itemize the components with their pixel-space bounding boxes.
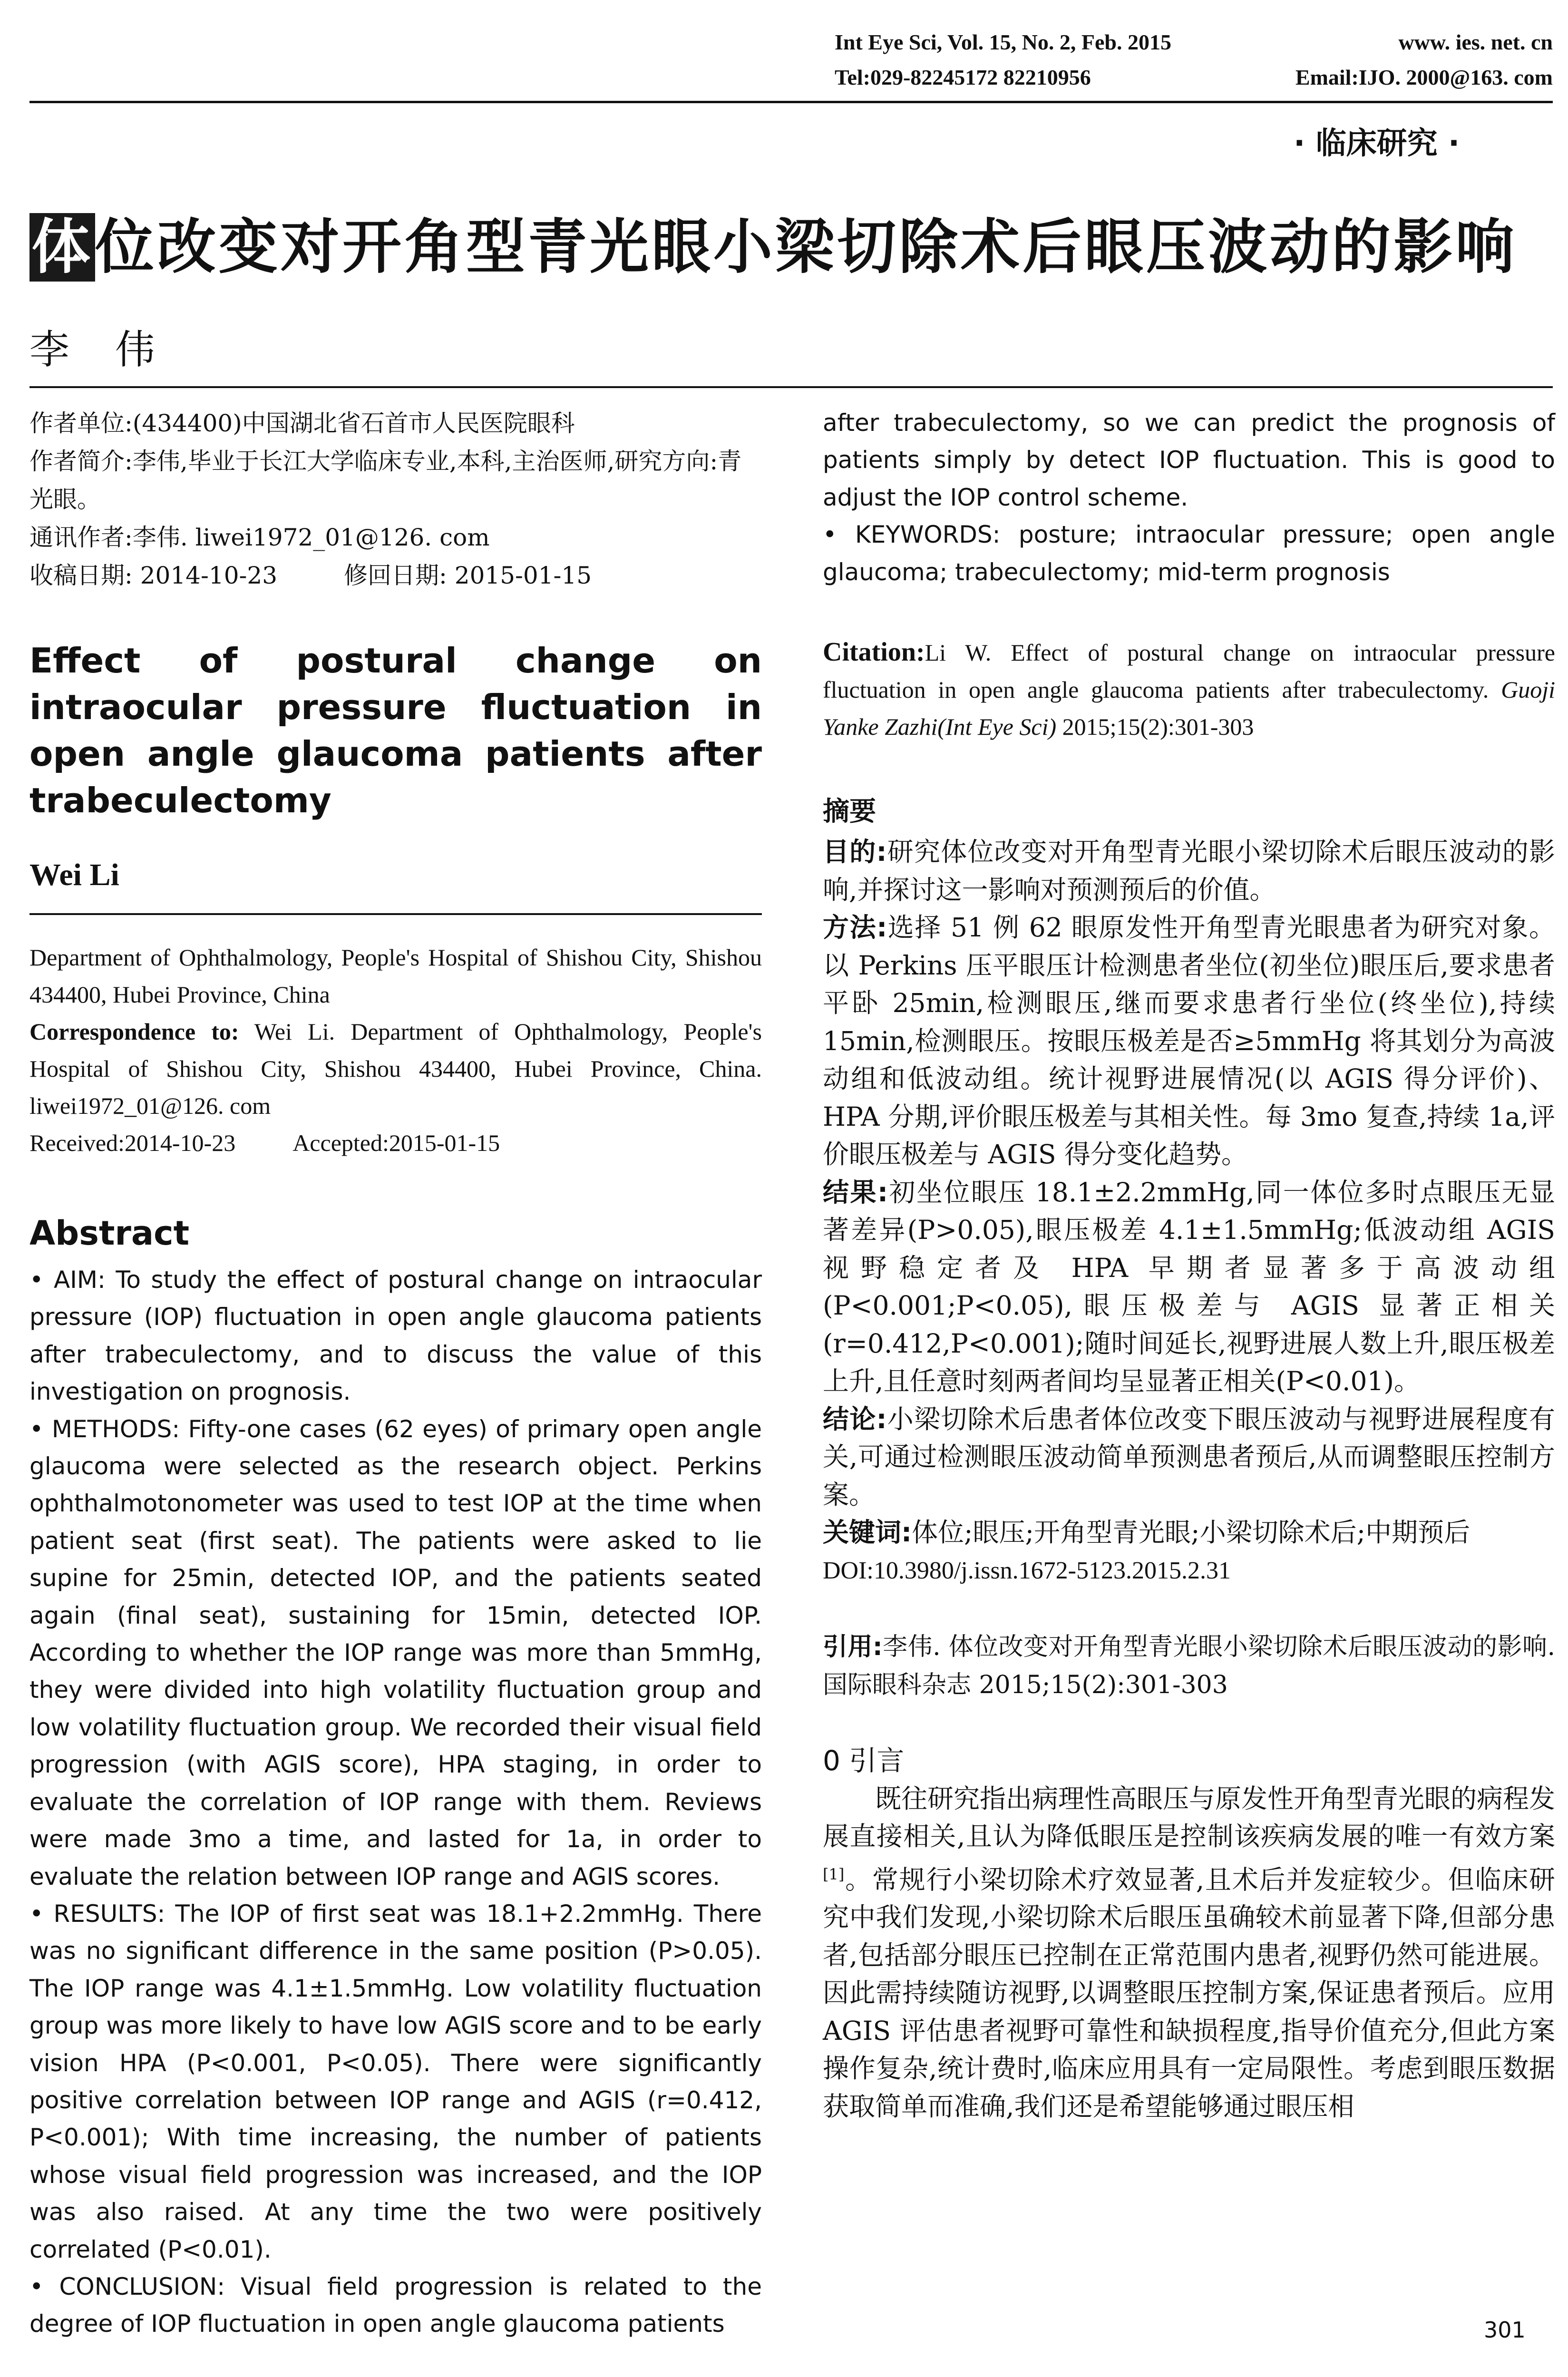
author-meta-cn [29, 404, 762, 594]
citation-label: Citation: [823, 637, 925, 667]
cn-abstract-heading: 摘要 [823, 796, 876, 828]
cn-conclusion [823, 1401, 1555, 1514]
citation-en [823, 633, 1555, 745]
cn-aim-label: 目的: [823, 837, 887, 867]
abstract-methods: • METHODS: Fifty-one cases (62 eyes) of primary open angle glaucoma were selected as the research object. Perkins ophthalmotonometer was used to test IOP at the time when patient seat (first seat). The patients were asked to lie supine for 25min, detected IOP, and the patients seated again (final seat), sustaining for 15min, detected IOP. According to whether the IOP range was more than 5mmHg, they were divided into high volatility fluctuation group and low volatility fluctuation group. We recorded their visual field progression (with AGIS score), HPA staging, in order to evaluate the correlation of IOP range with them. Reviews were made 3mo a time, and lasted for 1a, in order to evaluate the relation between IOP range and AGIS scores. [29, 1415, 762, 1890]
correspondence-text: Wei Li. Department of Ophthalmology, People's Hospital of Shishou City, Shishou 434400, Hubei Province, China. liwei1972_01@126. com [29, 1018, 762, 1119]
english-affiliation [29, 939, 762, 1161]
abstract-heading: Abstract [29, 1214, 190, 1253]
page-number: 301 [1484, 2317, 1526, 2343]
citation-cn-text: 李伟. 体位改变对开角型青光眼小梁切除术后眼压波动的影响. 国际眼科杂志 2015;15(2):301-303 [823, 1632, 1555, 1699]
cn-keywords [823, 1514, 1555, 1552]
citation-cn-label: 引用: [823, 1632, 883, 1661]
cn-results [823, 1174, 1555, 1401]
author-bio: 作者简介:李伟,毕业于长江大学临床专业,本科,主治医师,研究方向:青光眼。 [29, 448, 742, 513]
abstract-conclusion-part1: • CONCLUSION: Visual field progression is related to the degree of IOP fluctuation in open angle glaucoma patients [29, 2272, 762, 2338]
english-title: Effect of postural change on intraocular pressure fluctuation in open angle glaucoma patients after trabeculectomy [29, 641, 762, 820]
journal-website[interactable]: www. ies. net. cn [1398, 30, 1553, 54]
cn-aim-text: 研究体位改变对开角型青光眼小梁切除术后眼压波动的影响,并探讨这一影响对预测预后的价值。 [823, 837, 1555, 905]
accepted-date-en: Accepted:2015-01-15 [292, 1130, 500, 1156]
intro-text-1: 既往研究指出病理性高眼压与原发性开角型青光眼的病程发展直接相关,且认为降低眼压是控制该疾病发展的唯一有效方案 [823, 1783, 1556, 1852]
abstract-conclusion-start [29, 2268, 762, 2343]
dates-en [29, 1124, 762, 1161]
cn-aim [823, 833, 1555, 909]
title-first-char: 体 [29, 213, 95, 282]
title-rest: 位改变对开角型青光眼小梁切除术后眼压波动的影响 [95, 213, 1518, 282]
header-divider [29, 101, 1553, 103]
citation-volume: 2015;15(2):301-303 [1056, 713, 1254, 740]
citation-text: Li W. Effect of postural change on intraocular pressure fluctuation in open angle glaucoma patients after trabeculectomy. [823, 639, 1555, 703]
cn-abstract [823, 833, 1555, 1590]
english-author: Wei Li [29, 857, 119, 892]
corresponding-author: 通讯作者:李伟. liwei1972_01@126. com [29, 524, 490, 551]
cn-methods-text: 选择 51 例 62 眼原发性开角型青光眼患者为研究对象。以 Perkins 压平眼压计检测患者坐位(初坐位)眼压后,要求患者平卧 25min,检测眼压,继而要求患者行坐位(终坐位),持续 15min,检测眼压。按眼压极差是否≥5mmHg 将其划分为高波动组和低波动组。统计视野进展情况(以 AGIS 得分评价)、HPA 分期,评价眼压极差与其相关性。每 3mo 复查,持续 1a,评价眼压极差与 AGIS 得分变化趋势。 [823, 912, 1555, 1170]
cn-methods [823, 909, 1555, 1174]
abstract-conclusion-part2: after trabeculectomy, so we can predict the prognosis of patients simply by detect IOP fluctuation. This is good to adjust the IOP control scheme. [823, 409, 1555, 511]
abstract-keywords: • KEYWORDS: posture; intraocular pressure; open angle glaucoma; trabeculectomy; mid-term prognosis [823, 521, 1555, 586]
intro-heading: 0 引言 [823, 1744, 905, 1777]
abstract-en [29, 1261, 762, 2268]
correspondence-en [29, 1013, 762, 1124]
article-title [29, 200, 1517, 284]
intro-paragraph [823, 1780, 1555, 2126]
abstract-results: • RESULTS: The IOP of first seat was 18.1+2.2mmHg. There was no significant difference in the same position (P>0.05). The IOP range was 4.1±1.5mmHg. Low volatility fluctuation group was more likely to have low AGIS score and to be early vision HPA (P<0.001, P<0.05). There were significantly positive correlation between IOP range and AGIS (r=0.412, P<0.001); With time increasing, the number of patients whose visual field progression was increased, and the IOP was also raised. At any time the two were positively correlated (P<0.01). [29, 1900, 762, 2263]
journal-tel: Tel:029-82245172 82210956 [835, 65, 1091, 89]
intro-text-2: 。常规行小梁切除术疗效显著,且术后并发症较少。但临床研究中我们发现,小梁切除术后眼压虽确较术前显著下降,但部分患者,包括部分眼压已控制在正常范围内患者,视野仍然可能进展。因此需持续随访视野,以调整眼压控制方案,保证患者预后。应用 AGIS 评估患者视野可靠性和缺损程度,指导价值充分,但此方案操作复杂,统计费时,临床应用具有一定局限性。考虑到眼压数据获取简单而准确,我们还是希望能够通过眼压相 [823, 1864, 1555, 2122]
journal-email[interactable]: Email:IJO. 2000@163. com [1295, 65, 1553, 89]
abstract-aim: • AIM: To study the effect of postural change on intraocular pressure (IOP) fluctuation in open angle glaucoma patients after trabeculectomy, and to discuss the value of this investigation on prognosis. [29, 1266, 762, 1406]
cn-methods-label: 方法: [823, 912, 887, 943]
received-date-en: Received:2014-10-23 [29, 1130, 236, 1156]
cn-conclusion-label: 结论: [823, 1403, 887, 1434]
correspondence-label: Correspondence to: [29, 1018, 239, 1045]
cn-conclusion-text: 小梁切除术后患者体位改变下眼压波动与视野进展程度有关,可通过检测眼压波动简单预测患者预后,从而调整眼压控制方案。 [823, 1403, 1555, 1510]
citation-journal: Guoji Yanke Zazhi(Int Eye Sci) [823, 676, 1555, 740]
cn-results-label: 结果: [823, 1177, 888, 1208]
running-header-line1 [835, 29, 1553, 55]
department: Department of Ophthalmology, People's Hospital of Shishou City, Shishou 434400, Hubei Province, China [29, 944, 762, 1008]
cn-results-text: 初坐位眼压 18.1±2.2mmHg,同一体位多时点眼压无显著差异(P>0.05),眼压极差 4.1±1.5mmHg;低波动组 AGIS 视野稳定者及 HPA 早期者显著多于高波动组(P<0.001;P<0.05),眼压极差与 AGIS 显著正相关(r=0.412,P<0.001);随时间延长,视野进展人数上升,眼压极差上升,且任意时刻两者间均呈显著正相关(P<0.01)。 [823, 1177, 1555, 1397]
abstract-continued [823, 404, 1555, 591]
cn-keywords-text: 体位;眼压;开角型青光眼;小梁切除术后;中期预后 [912, 1517, 1471, 1548]
english-divider [29, 913, 762, 915]
running-header-line2 [835, 65, 1553, 90]
received-date-cn: 收稿日期: 2014-10-23 [29, 562, 278, 589]
dates-cn [29, 556, 762, 594]
title-divider [29, 386, 1553, 388]
doi[interactable]: DOI:10.3980/j.issn.1672-5123.2015.2.31 [823, 1557, 1231, 1584]
reference-marker[interactable]: [1] [823, 1865, 845, 1883]
cn-keywords-label: 关键词: [823, 1517, 912, 1548]
section-tag: · 临床研究 · [1294, 126, 1460, 161]
author-name-cn: 李伟 [29, 326, 201, 373]
journal-info: Int Eye Sci, Vol. 15, No. 2, Feb. 2015 [835, 30, 1171, 54]
citation-cn [823, 1628, 1555, 1704]
revised-date-cn: 修回日期: 2015-01-15 [344, 562, 592, 589]
right-column [823, 404, 1555, 2125]
author-unit: 作者单位:(434400)中国湖北省石首市人民医院眼科 [29, 409, 575, 437]
left-column [29, 404, 762, 2343]
